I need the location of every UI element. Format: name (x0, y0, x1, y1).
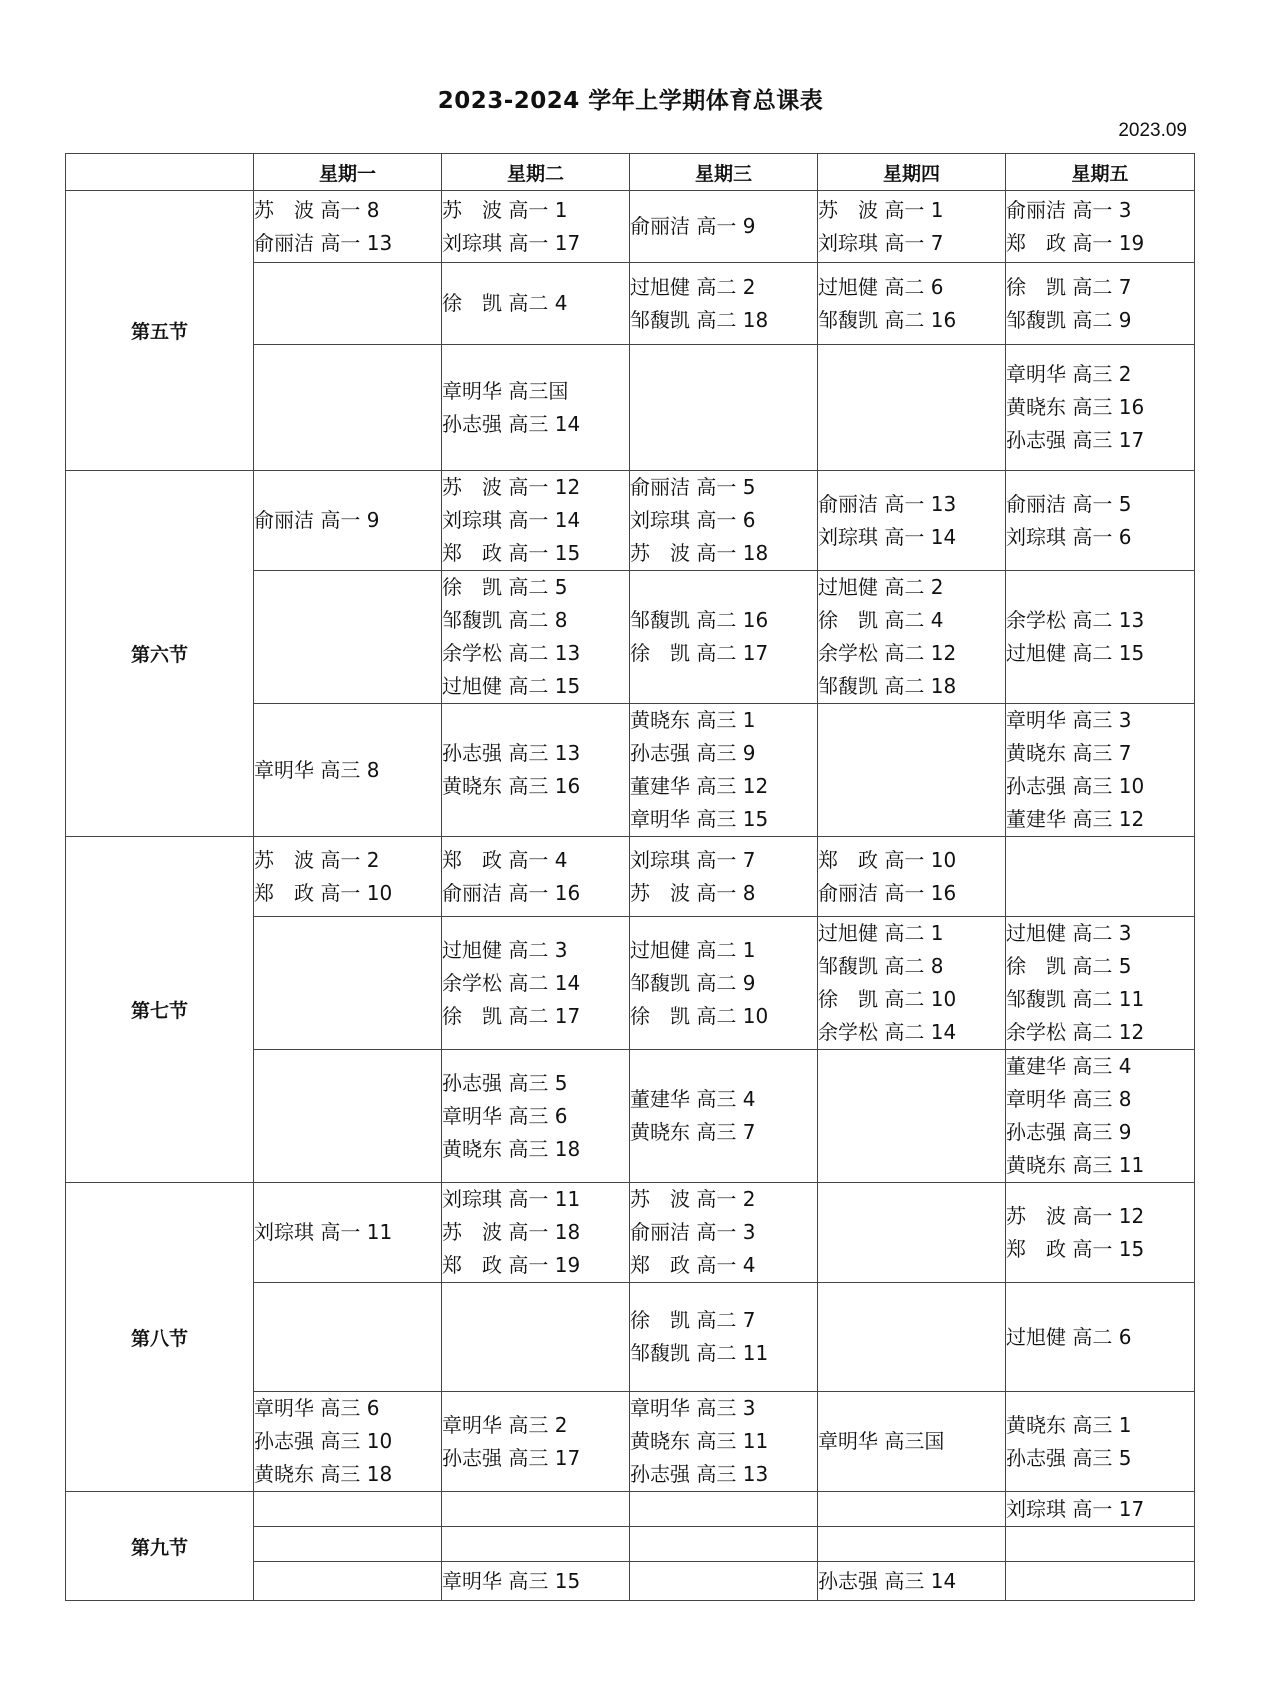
class-entry: 郑 政 高一 15 (442, 541, 581, 565)
class-entry: 黄晓东 高三 11 (1006, 1153, 1145, 1177)
schedule-cell-thursday (818, 1050, 1006, 1183)
class-entry: 苏 波 高一 2 (254, 847, 380, 872)
class-entry: 余学松 高二 13 (1006, 608, 1145, 632)
schedule-cell-thursday (818, 191, 1006, 263)
schedule-cell-monday (254, 191, 442, 263)
class-entry: 孙志强 高三 13 (630, 1462, 769, 1486)
schedule-cell-wednesday (630, 1562, 818, 1601)
class-entry: 邹馥凯 高二 11 (630, 1341, 769, 1365)
schedule-cell-friday (1006, 917, 1195, 1050)
class-entry: 刘琮琪 高一 11 (254, 1220, 393, 1244)
class-entry: 过旭健 高二 2 (818, 575, 944, 599)
schedule-cell-tuesday (442, 1392, 630, 1492)
class-entry: 章明华 高三 8 (1006, 1087, 1132, 1111)
schedule-body (66, 191, 1195, 1601)
class-entry: 邹馥凯 高二 9 (630, 970, 756, 995)
class-entry: 徐 凯 高二 17 (630, 641, 769, 665)
class-entry: 孙志强 高三 13 (442, 741, 581, 765)
period-label: 第六节 (66, 471, 254, 837)
document-date: 2023.09 (1118, 120, 1187, 141)
class-entry: 邹馥凯 高二 8 (442, 608, 568, 632)
schedule-cell-tuesday (442, 345, 630, 471)
schedule-cell-friday (1006, 191, 1195, 263)
class-entry: 俞丽洁 高一 9 (254, 508, 380, 532)
class-entry: 刘琮琪 高一 17 (442, 230, 581, 255)
class-entry: 刘琮琪 高一 7 (630, 847, 756, 872)
class-entry: 黄晓东 高三 11 (630, 1429, 769, 1453)
class-entry: 俞丽洁 高一 13 (818, 491, 957, 516)
class-entry: 章明华 高三国 (442, 378, 569, 403)
class-entry: 董建华 高三 4 (630, 1087, 756, 1111)
schedule-cell-wednesday (630, 917, 818, 1050)
class-entry: 孙志强 高三 9 (1006, 1120, 1132, 1144)
schedule-cell-monday (254, 1050, 442, 1183)
page-title: 2023-2024 学年上学期体育总课表 (437, 88, 824, 114)
class-entry: 苏 波 高一 2 (630, 1187, 756, 1211)
class-entry: 过旭健 高二 15 (442, 674, 581, 698)
class-entry: 苏 波 高一 12 (442, 475, 581, 499)
schedule-table (65, 153, 1195, 1601)
schedule-cell-tuesday (442, 1562, 630, 1601)
class-entry: 郑 政 高一 10 (818, 847, 957, 872)
class-entry: 俞丽洁 高一 9 (630, 214, 756, 238)
schedule-cell-monday (254, 917, 442, 1050)
class-entry: 刘琮琪 高一 11 (442, 1187, 581, 1211)
class-entry: 俞丽洁 高一 3 (630, 1220, 756, 1244)
schedule-cell-monday (254, 263, 442, 345)
period-label: 第九节 (66, 1492, 254, 1601)
schedule-cell-tuesday (442, 1492, 630, 1527)
schedule-cell-thursday (818, 837, 1006, 917)
class-entry: 邹馥凯 高二 18 (630, 307, 769, 332)
class-entry: 徐 凯 高二 10 (818, 987, 957, 1011)
class-entry: 黄晓东 高三 18 (254, 1462, 393, 1486)
class-entry: 徐 凯 高二 4 (442, 291, 568, 315)
schedule-cell-tuesday (442, 1283, 630, 1392)
schedule-cell-monday (254, 704, 442, 837)
schedule-cell-wednesday (630, 1183, 818, 1283)
class-entry: 苏 波 高一 18 (630, 541, 769, 565)
class-entry: 章明华 高三国 (818, 1429, 945, 1453)
class-entry: 刘琮琪 高一 17 (1006, 1496, 1145, 1521)
class-entry: 黄晓东 高三 16 (1006, 395, 1145, 419)
schedule-cell-thursday (818, 917, 1006, 1050)
schedule-cell-thursday (818, 345, 1006, 471)
class-entry: 董建华 高三 12 (630, 774, 769, 798)
schedule-row (66, 471, 1195, 571)
class-entry: 邹馥凯 高二 18 (818, 674, 957, 698)
class-entry: 孙志强 高三 5 (1006, 1445, 1132, 1470)
schedule-cell-tuesday (442, 704, 630, 837)
class-entry: 徐 凯 高二 7 (630, 1308, 756, 1332)
schedule-cell-wednesday (630, 837, 818, 917)
class-entry: 郑 政 高一 4 (442, 847, 568, 872)
schedule-cell-friday (1006, 1562, 1195, 1601)
schedule-cell-tuesday (442, 1183, 630, 1283)
schedule-cell-thursday (818, 571, 1006, 704)
schedule-row (66, 191, 1195, 263)
schedule-row (66, 837, 1195, 917)
class-entry: 过旭健 高二 3 (442, 937, 568, 962)
class-entry: 刘琮琪 高一 6 (630, 508, 756, 532)
schedule-header (66, 154, 1195, 191)
schedule-cell-wednesday (630, 1050, 818, 1183)
class-entry: 孙志强 高三 10 (254, 1429, 393, 1453)
schedule-cell-wednesday (630, 471, 818, 571)
class-entry: 黄晓东 高三 18 (442, 1136, 581, 1161)
schedule-cell-tuesday (442, 471, 630, 571)
class-entry: 余学松 高二 12 (818, 641, 957, 665)
class-entry: 苏 波 高一 1 (818, 197, 944, 222)
header-row (66, 154, 1195, 191)
class-entry: 过旭健 高二 15 (1006, 641, 1145, 665)
class-entry: 徐 凯 高二 4 (818, 608, 944, 632)
class-entry: 俞丽洁 高一 16 (442, 880, 581, 905)
class-entry: 孙志强 高三 10 (1006, 774, 1145, 798)
schedule-cell-monday (254, 1283, 442, 1392)
class-entry: 刘琮琪 高一 7 (818, 230, 944, 255)
class-entry: 余学松 高二 14 (818, 1020, 957, 1044)
schedule-cell-monday (254, 1392, 442, 1492)
class-entry: 俞丽洁 高一 3 (1006, 197, 1132, 222)
class-entry: 郑 政 高一 10 (254, 880, 393, 905)
class-entry: 邹馥凯 高二 16 (818, 307, 957, 332)
schedule-cell-tuesday (442, 837, 630, 917)
schedule-cell-friday (1006, 471, 1195, 571)
class-entry: 郑 政 高一 4 (630, 1253, 756, 1277)
class-entry: 孙志强 高三 14 (442, 411, 581, 436)
class-entry: 过旭健 高二 6 (818, 274, 944, 299)
class-entry: 章明华 高三 15 (442, 1568, 581, 1593)
day-header-tuesday: 星期二 (442, 154, 630, 191)
class-entry: 章明华 高三 3 (630, 1396, 756, 1420)
schedule-cell-thursday (818, 471, 1006, 571)
class-entry: 苏 波 高一 1 (442, 197, 568, 222)
schedule-cell-thursday (818, 1392, 1006, 1492)
class-entry: 徐 凯 高二 7 (1006, 274, 1132, 299)
schedule-cell-monday (254, 1183, 442, 1283)
class-entry: 徐 凯 高二 5 (442, 575, 568, 599)
class-entry: 章明华 高三 3 (1006, 708, 1132, 732)
class-entry: 黄晓东 高三 1 (630, 708, 756, 732)
day-header-monday: 星期一 (254, 154, 442, 191)
schedule-cell-friday (1006, 1283, 1195, 1392)
schedule-cell-wednesday (630, 1492, 818, 1527)
period-label: 第五节 (66, 191, 254, 471)
schedule-cell-friday (1006, 1392, 1195, 1492)
schedule-cell-friday (1006, 571, 1195, 704)
schedule-cell-tuesday (442, 263, 630, 345)
class-entry: 余学松 高二 14 (442, 970, 581, 995)
class-entry: 邹馥凯 高二 16 (630, 608, 769, 632)
class-entry: 余学松 高二 12 (1006, 1020, 1145, 1044)
schedule-cell-thursday (818, 1492, 1006, 1527)
schedule-row (66, 1492, 1195, 1527)
schedule-cell-friday (1006, 1050, 1195, 1183)
schedule-cell-wednesday (630, 1283, 818, 1392)
class-entry: 章明华 高三 8 (254, 757, 380, 782)
class-entry: 余学松 高二 13 (442, 641, 581, 665)
class-entry: 章明华 高三 6 (254, 1396, 380, 1420)
schedule-cell-friday (1006, 837, 1195, 917)
schedule-cell-monday (254, 471, 442, 571)
class-entry: 邹馥凯 高二 11 (1006, 987, 1145, 1011)
class-entry: 俞丽洁 高一 5 (1006, 491, 1132, 516)
schedule-cell-wednesday (630, 1392, 818, 1492)
class-entry: 邹馥凯 高二 8 (818, 954, 944, 978)
schedule-row (66, 1183, 1195, 1283)
class-entry: 孙志强 高三 9 (630, 741, 756, 765)
schedule-cell-wednesday (630, 704, 818, 837)
class-entry: 章明华 高三 2 (442, 1412, 568, 1437)
schedule-cell-thursday (818, 704, 1006, 837)
class-entry: 刘琮琪 高一 14 (818, 524, 957, 549)
class-entry: 苏 波 高一 18 (442, 1220, 581, 1244)
class-entry: 苏 波 高一 12 (1006, 1203, 1145, 1228)
schedule-cell-friday (1006, 345, 1195, 471)
day-header-thursday: 星期四 (818, 154, 1006, 191)
class-entry: 刘琮琪 高一 14 (442, 508, 581, 532)
schedule-cell-thursday (818, 1562, 1006, 1601)
class-entry: 郑 政 高一 19 (442, 1253, 581, 1277)
class-entry: 苏 波 高一 8 (630, 880, 756, 905)
period-label: 第七节 (66, 837, 254, 1183)
period-label: 第八节 (66, 1183, 254, 1492)
schedule-cell-friday (1006, 1527, 1195, 1562)
class-entry: 苏 波 高一 8 (254, 197, 380, 222)
schedule-cell-tuesday (442, 917, 630, 1050)
schedule-cell-tuesday (442, 571, 630, 704)
class-entry: 黄晓东 高三 1 (1006, 1412, 1132, 1437)
class-entry: 过旭健 高二 3 (1006, 921, 1132, 945)
schedule-cell-wednesday (630, 1527, 818, 1562)
schedule-cell-tuesday (442, 1527, 630, 1562)
class-entry: 过旭健 高二 1 (818, 921, 944, 945)
schedule-cell-tuesday (442, 191, 630, 263)
class-entry: 章明华 高三 6 (442, 1103, 568, 1128)
schedule-cell-wednesday (630, 345, 818, 471)
schedule-cell-monday (254, 1527, 442, 1562)
schedule-cell-monday (254, 1562, 442, 1601)
day-header-friday: 星期五 (1006, 154, 1195, 191)
class-entry: 郑 政 高一 19 (1006, 230, 1145, 255)
schedule-cell-wednesday (630, 263, 818, 345)
class-entry: 过旭健 高二 6 (1006, 1324, 1132, 1349)
class-entry: 俞丽洁 高一 13 (254, 230, 393, 255)
class-entry: 俞丽洁 高一 16 (818, 880, 957, 905)
class-entry: 董建华 高三 12 (1006, 807, 1145, 831)
class-entry: 孙志强 高三 17 (442, 1445, 581, 1470)
class-entry: 刘琮琪 高一 6 (1006, 524, 1132, 549)
class-entry: 徐 凯 高二 17 (442, 1003, 581, 1028)
schedule-cell-wednesday (630, 191, 818, 263)
schedule-cell-thursday (818, 1283, 1006, 1392)
schedule-cell-friday (1006, 1183, 1195, 1283)
schedule-cell-monday (254, 837, 442, 917)
schedule-cell-thursday (818, 1183, 1006, 1283)
schedule-cell-monday (254, 345, 442, 471)
class-entry: 徐 凯 高二 5 (1006, 954, 1132, 978)
schedule-cell-monday (254, 1492, 442, 1527)
class-entry: 章明华 高三 2 (1006, 362, 1132, 386)
class-entry: 黄晓东 高三 7 (630, 1120, 756, 1144)
class-entry: 俞丽洁 高一 5 (630, 475, 756, 499)
day-header-wednesday: 星期三 (630, 154, 818, 191)
class-entry: 邹馥凯 高二 9 (1006, 307, 1132, 332)
schedule-cell-thursday (818, 1527, 1006, 1562)
schedule-cell-friday (1006, 1492, 1195, 1527)
class-entry: 章明华 高三 15 (630, 807, 769, 831)
class-entry: 过旭健 高二 2 (630, 274, 756, 299)
class-entry: 黄晓东 高三 7 (1006, 741, 1132, 765)
schedule-cell-wednesday (630, 571, 818, 704)
class-entry: 孙志强 高三 17 (1006, 428, 1145, 452)
class-entry: 孙志强 高三 14 (818, 1568, 957, 1593)
schedule-cell-tuesday (442, 1050, 630, 1183)
schedule-cell-monday (254, 571, 442, 704)
schedule-cell-thursday (818, 263, 1006, 345)
schedule-cell-friday (1006, 704, 1195, 837)
class-entry: 郑 政 高一 15 (1006, 1236, 1145, 1261)
class-entry: 黄晓东 高三 16 (442, 774, 581, 798)
class-entry: 孙志强 高三 5 (442, 1070, 568, 1095)
class-entry: 董建华 高三 4 (1006, 1054, 1132, 1078)
schedule-cell-friday (1006, 263, 1195, 345)
class-entry: 过旭健 高二 1 (630, 937, 756, 962)
class-entry: 徐 凯 高二 10 (630, 1003, 769, 1028)
corner-cell (66, 154, 254, 191)
